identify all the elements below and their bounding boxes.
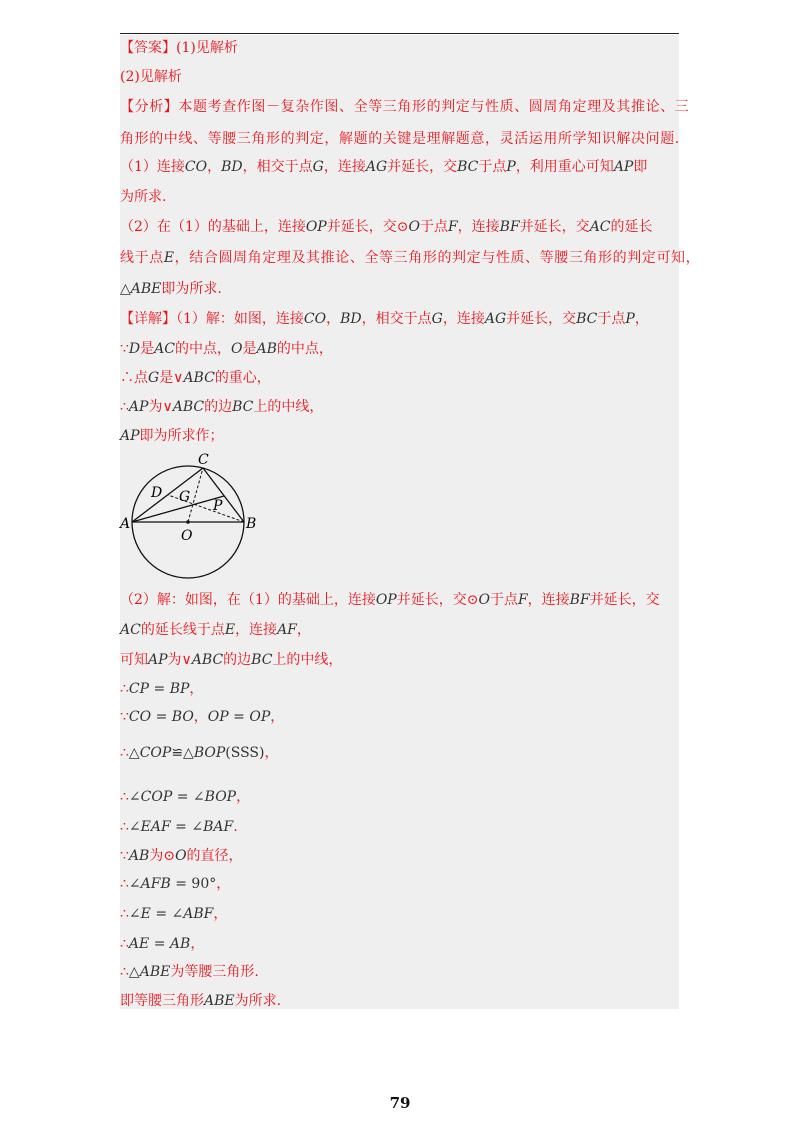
- side-bc: [203, 468, 244, 522]
- math-expression: BF: [499, 219, 520, 235]
- text-segment: ，连接: [442, 311, 485, 327]
- label-p: P: [213, 498, 223, 514]
- text-segment: ∵: [120, 848, 129, 864]
- math-expression: AP: [613, 159, 634, 175]
- text-segment: ，: [213, 906, 228, 922]
- text-line: [120, 817, 238, 837]
- text-segment: ∴: [120, 819, 129, 835]
- text-segment: ，: [634, 311, 649, 327]
- text-segment: ，: [236, 789, 251, 805]
- math-expression: O: [408, 219, 420, 235]
- text-segment: 【答案】(1)见解析: [120, 40, 238, 56]
- math-expression: AC: [154, 341, 175, 357]
- math-expression: O: [230, 341, 243, 357]
- text-segment: ，连接: [235, 622, 278, 638]
- math-expression: OP: [375, 592, 397, 608]
- math-expression: BOP: [193, 745, 226, 761]
- math-expression: AF: [277, 622, 297, 638]
- text-line: [120, 991, 281, 1011]
- math-expression: BP: [169, 681, 190, 697]
- text-segment: ，连接: [527, 592, 570, 608]
- text-segment: ，连接: [323, 159, 366, 175]
- text-line: [120, 97, 689, 117]
- text-segment: 的中点，: [276, 341, 333, 357]
- text-line: [120, 339, 333, 359]
- text-line: [120, 309, 649, 329]
- text-line: [120, 679, 203, 699]
- text-segment: (2)见解析: [120, 69, 182, 85]
- text-line: [120, 129, 680, 149]
- text-segment: ，: [296, 622, 311, 638]
- text-segment: 的中点，: [174, 341, 231, 357]
- math-expression: BO: [171, 709, 194, 725]
- text-segment: ，: [326, 311, 341, 327]
- text-segment: ，连接: [457, 219, 500, 235]
- text-segment: ∴: [120, 681, 129, 697]
- math-expression: △: [120, 281, 131, 297]
- math-expression: P: [625, 311, 635, 327]
- math-expression: D: [128, 341, 141, 357]
- page-number: 79: [389, 1094, 411, 1112]
- math-expression: BF: [569, 592, 590, 608]
- text-segment: ，: [270, 709, 285, 725]
- math-expression: ABE: [139, 964, 171, 980]
- math-expression: =: [228, 709, 250, 725]
- text-segment: ，: [216, 876, 231, 892]
- text-line: [120, 904, 227, 924]
- math-expression: E: [224, 622, 236, 638]
- text-segment: 为⊙: [149, 848, 176, 864]
- text-segment: 为所求.: [234, 993, 282, 1009]
- math-expression: E: [163, 250, 175, 266]
- math-expression: BD: [340, 311, 362, 327]
- text-segment: 线于点: [120, 250, 164, 266]
- text-segment: ∴: [120, 789, 129, 805]
- math-expression: (SSS): [225, 745, 265, 761]
- math-expression: AB: [128, 848, 150, 864]
- math-expression: ∠: [128, 819, 141, 835]
- math-expression: COP: [139, 745, 172, 761]
- text-line: [120, 38, 238, 58]
- math-expression: P: [506, 159, 516, 175]
- text-segment: （2）解：如图，在（1）的基础上，连接: [120, 592, 376, 608]
- text-segment: 的延长: [610, 219, 653, 235]
- math-expression: △: [128, 964, 140, 980]
- math-expression: EAF: [140, 819, 171, 835]
- text-segment: ，: [193, 709, 208, 725]
- math-expression: CO: [303, 311, 327, 327]
- math-expression: CP: [128, 681, 150, 697]
- math-expression: =: [151, 709, 172, 725]
- text-segment: 于点: [597, 311, 626, 327]
- label-g: G: [179, 489, 191, 505]
- math-expression: =: [149, 936, 170, 952]
- math-expression: CO: [184, 159, 208, 175]
- math-expression: AC: [589, 219, 611, 235]
- text-line: [120, 67, 182, 87]
- math-expression: AB: [169, 936, 191, 952]
- text-segment: 上的中线，: [272, 652, 343, 668]
- text-segment: .: [233, 819, 238, 835]
- text-segment: 是: [242, 341, 257, 357]
- text-segment: 即: [633, 159, 648, 175]
- math-expression: ABF: [183, 906, 214, 922]
- math-expression: G: [312, 159, 324, 175]
- text-segment: ∵: [120, 709, 129, 725]
- math-expression: BC: [576, 311, 598, 327]
- text-segment: 【详解】（1）解：如图，连接: [120, 311, 304, 327]
- text-line: [120, 279, 222, 299]
- text-segment: 为等腰三角形.: [170, 964, 259, 980]
- math-expression: = 90°: [170, 876, 217, 892]
- text-segment: ，相交于点: [242, 159, 313, 175]
- text-segment: 【分析】本题考查作图－复杂作图、全等三角形的判定与性质、圆周角定理及其推论、三: [120, 99, 690, 115]
- math-expression: △: [128, 745, 140, 761]
- text-segment: ∴: [120, 936, 129, 952]
- text-segment: 的边: [204, 399, 233, 415]
- math-expression: OP: [305, 219, 327, 235]
- math-expression: AB: [256, 341, 277, 357]
- side-ac: [132, 468, 203, 522]
- text-segment: ，: [189, 681, 204, 697]
- text-line: [120, 620, 311, 640]
- text-line: [120, 650, 342, 670]
- math-expression: = ∠: [172, 789, 205, 805]
- text-segment: ∵: [120, 341, 129, 357]
- text-segment: ∴: [120, 876, 129, 892]
- math-expression: ∠: [128, 789, 141, 805]
- text-segment: 的边: [223, 652, 252, 668]
- math-expression: AFB: [140, 876, 171, 892]
- text-segment: 角形的中线、等腰三角形的判定，解题的关键是理解题意，灵活运用所学知识解决问题.: [120, 131, 680, 147]
- math-expression: =: [149, 681, 170, 697]
- text-line: [120, 217, 653, 237]
- text-segment: 为∨: [148, 399, 173, 415]
- text-segment: 的直径，: [186, 848, 243, 864]
- text-line: [120, 707, 284, 727]
- text-line: [120, 397, 323, 417]
- text-segment: 为∨: [167, 652, 192, 668]
- text-segment: 并延长，交: [387, 159, 458, 175]
- math-expression: AG: [365, 159, 388, 175]
- math-expression: G: [148, 370, 160, 386]
- math-expression: E: [140, 906, 151, 922]
- math-expression: ABE: [130, 281, 162, 297]
- math-expression: = ∠: [150, 906, 184, 922]
- text-segment: 即等腰三角形: [120, 993, 204, 1009]
- math-expression: OP: [207, 709, 229, 725]
- label-o: O: [181, 528, 193, 544]
- text-segment: （2）在（1）的基础上，连接: [120, 219, 306, 235]
- math-expression: ABC: [172, 399, 205, 415]
- text-line: [120, 187, 166, 207]
- text-segment: 于点: [478, 159, 507, 175]
- text-segment: ∴: [120, 964, 129, 980]
- math-expression: O: [175, 848, 187, 864]
- math-expression: ∠: [128, 876, 141, 892]
- text-line: [120, 157, 647, 177]
- text-segment: 并延长，交⊙: [396, 592, 479, 608]
- text-segment: ，结合圆周角定理及其推论、全等三角形的判定与性质、等腰三角形的判定可知，: [174, 250, 701, 266]
- text-line: [120, 248, 700, 268]
- label-c: C: [198, 452, 209, 468]
- math-expression: ABE: [204, 993, 235, 1009]
- math-expression: BC: [232, 399, 254, 415]
- math-expression: AE: [128, 936, 150, 952]
- math-expression: COP: [140, 789, 173, 805]
- text-segment: 于点: [419, 219, 448, 235]
- math-expression: BC: [251, 652, 273, 668]
- math-expression: OP: [249, 709, 271, 725]
- top-rule: [120, 33, 679, 34]
- label-b: B: [246, 516, 257, 532]
- median-ap: [132, 496, 224, 522]
- text-segment: 并延长，交: [506, 311, 577, 327]
- math-expression: BOP: [204, 789, 237, 805]
- math-expression: AP: [128, 399, 149, 415]
- text-segment: 的重心，: [214, 370, 271, 386]
- text-segment: ，相交于点: [361, 311, 432, 327]
- label-a: A: [120, 516, 131, 532]
- text-segment: 是∨: [159, 370, 184, 386]
- math-expression: ≌△: [171, 745, 194, 761]
- text-line: [120, 846, 243, 866]
- text-line: [120, 368, 271, 388]
- text-segment: 为所求.: [120, 189, 167, 205]
- text-segment: ，: [264, 745, 279, 761]
- segment-co: [188, 468, 203, 522]
- text-segment: ∴: [120, 906, 129, 922]
- text-segment: 并延长，交: [519, 219, 590, 235]
- text-segment: ，: [207, 159, 222, 175]
- text-line: [120, 874, 230, 894]
- center-point: [186, 520, 190, 524]
- math-expression: F: [447, 219, 458, 235]
- text-segment: 即为所求.: [161, 281, 222, 297]
- text-line: [120, 787, 250, 807]
- math-expression: F: [517, 592, 528, 608]
- text-line: [120, 934, 204, 954]
- math-expression: AP: [120, 428, 140, 444]
- math-expression: ∠: [128, 906, 141, 922]
- text-segment: ∴点: [120, 370, 148, 386]
- math-expression: BAF: [203, 819, 234, 835]
- text-segment: 的延长线于点: [140, 622, 225, 638]
- math-expression: BC: [457, 159, 479, 175]
- text-segment: 上的中线，: [253, 399, 324, 415]
- geometry-figure: [118, 452, 268, 592]
- math-expression: = ∠: [170, 819, 204, 835]
- text-line: [120, 590, 660, 610]
- math-expression: ABC: [183, 370, 215, 386]
- math-expression: O: [478, 592, 490, 608]
- math-expression: CO: [128, 709, 152, 725]
- text-segment: （1）连接: [120, 159, 185, 175]
- text-segment: 即为所求作；: [139, 428, 224, 444]
- math-expression: BD: [221, 159, 243, 175]
- math-expression: AG: [484, 311, 507, 327]
- text-segment: ∴: [120, 399, 129, 415]
- text-segment: 并延长，交: [589, 592, 660, 608]
- text-segment: ，: [190, 936, 205, 952]
- math-expression: G: [431, 311, 443, 327]
- text-segment: 可知: [120, 652, 148, 668]
- label-d: D: [151, 485, 163, 501]
- math-expression: ABC: [191, 652, 224, 668]
- math-expression: AP: [148, 652, 168, 668]
- text-segment: ∴: [120, 745, 129, 761]
- text-segment: 并延长，交⊙: [326, 219, 409, 235]
- math-expression: AC: [120, 622, 141, 638]
- text-line: [120, 426, 224, 446]
- text-segment: 是: [140, 341, 155, 357]
- text-segment: 于点: [489, 592, 518, 608]
- text-segment: ，利用重心可知: [515, 159, 614, 175]
- text-line: [120, 743, 278, 763]
- text-line: [120, 962, 259, 982]
